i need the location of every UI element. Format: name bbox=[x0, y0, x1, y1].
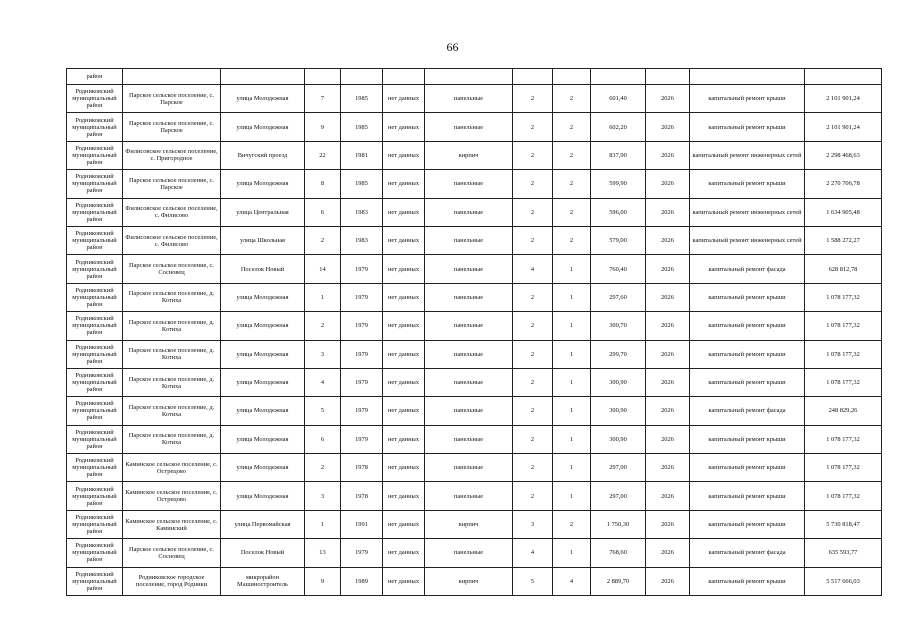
house-number-cell: 7 bbox=[305, 85, 341, 113]
floor-type-cell: панельные bbox=[425, 226, 513, 254]
year-built-cell: 1985 bbox=[341, 170, 383, 198]
street-cell: улица Молодежная bbox=[221, 312, 305, 340]
cost-cell: 5 730 818,47 bbox=[805, 510, 882, 538]
street-cell: Вичугский проезд bbox=[221, 141, 305, 169]
area-cell: 601,40 bbox=[591, 85, 646, 113]
cost-cell: 1 078 177,32 bbox=[805, 283, 882, 311]
settlement-cell: Парское сельское поселение, с. Парское bbox=[123, 170, 221, 198]
floor-type-cell: панельные bbox=[425, 85, 513, 113]
table-row bbox=[67, 226, 882, 254]
floors-count-cell: 2 bbox=[513, 226, 553, 254]
district-cell: Родниковский муниципальный район bbox=[67, 170, 123, 198]
planned-year-cell: 2026 bbox=[646, 539, 690, 567]
house-number-cell: 1 bbox=[305, 510, 341, 538]
district-cell: Родниковский муниципальный район bbox=[67, 141, 123, 169]
year-built-cell: 1983 bbox=[341, 198, 383, 226]
entrances-count-cell: 1 bbox=[553, 425, 591, 453]
wall-material-cell: нет данных bbox=[383, 113, 425, 141]
planned-year-cell: 2026 bbox=[646, 113, 690, 141]
settlement-cell: Парское сельское поселение, с. Парское bbox=[123, 85, 221, 113]
street-cell: улица Школьная bbox=[221, 226, 305, 254]
floor-type-cell: панельные bbox=[425, 340, 513, 368]
floors-count-cell: 2 bbox=[513, 425, 553, 453]
district-cell: Родниковский муниципальный район bbox=[67, 85, 123, 113]
floors-count-cell: 2 bbox=[513, 368, 553, 396]
district-cell: Родниковский муниципальный район bbox=[67, 283, 123, 311]
street-cell: улица Молодежная bbox=[221, 283, 305, 311]
wall-material-cell: нет данных bbox=[383, 170, 425, 198]
cost-cell: 1 634 905,48 bbox=[805, 198, 882, 226]
wall-material-cell: нет данных bbox=[383, 255, 425, 283]
district-cell: Родниковский муниципальный район bbox=[67, 454, 123, 482]
district-cell: Родниковский муниципальный район bbox=[67, 482, 123, 510]
house-number-cell: 8 bbox=[305, 170, 341, 198]
floor-type-cell: панельные bbox=[425, 170, 513, 198]
floors-count-cell: 4 bbox=[513, 539, 553, 567]
wall-material-cell: нет данных bbox=[383, 283, 425, 311]
floor-type-cell: кирпич bbox=[425, 567, 513, 595]
planned-year-cell: 2026 bbox=[646, 425, 690, 453]
work-type-cell: капитальный ремонт фасада bbox=[690, 255, 805, 283]
work-type-cell: капитальный ремонт фасада bbox=[690, 397, 805, 425]
area-cell: 297,00 bbox=[591, 454, 646, 482]
settlement-cell: Филисовское сельское поселение, с. Филисово bbox=[123, 226, 221, 254]
cost-cell: 1 078 177,32 bbox=[805, 312, 882, 340]
table-row bbox=[67, 255, 882, 283]
table-row bbox=[67, 454, 882, 482]
area-cell: 1 750,30 bbox=[591, 510, 646, 538]
floor-type-cell: кирпич bbox=[425, 141, 513, 169]
cost-cell: 5 517 666,03 bbox=[805, 567, 882, 595]
table-row bbox=[67, 283, 882, 311]
work-type-cell: капитальный ремонт крыши bbox=[690, 510, 805, 538]
wall-material-cell: нет данных bbox=[383, 510, 425, 538]
work-type-cell: капитальный ремонт фасада bbox=[690, 539, 805, 567]
street-cell: улица Центральная bbox=[221, 198, 305, 226]
house-number-cell: 5 bbox=[305, 397, 341, 425]
planned-year-cell: 2026 bbox=[646, 255, 690, 283]
entrances-count-cell: 2 bbox=[553, 510, 591, 538]
district-cell: Родниковский муниципальный район bbox=[67, 113, 123, 141]
area-cell: 300,90 bbox=[591, 397, 646, 425]
year-built-cell: 1979 bbox=[341, 368, 383, 396]
street-cell: улица Молодежная bbox=[221, 397, 305, 425]
house-number-cell: 4 bbox=[305, 368, 341, 396]
table-row bbox=[67, 198, 882, 226]
work-type-cell: капитальный ремонт крыши bbox=[690, 340, 805, 368]
area-cell: 760,40 bbox=[591, 255, 646, 283]
cost-cell: 1 078 177,32 bbox=[805, 368, 882, 396]
wall-material-cell: нет данных bbox=[383, 454, 425, 482]
house-number-cell: 3 bbox=[305, 482, 341, 510]
year-built-cell: 1979 bbox=[341, 283, 383, 311]
floors-count-cell: 2 bbox=[513, 397, 553, 425]
floors-count-cell: 2 bbox=[513, 170, 553, 198]
area-cell: 579,00 bbox=[591, 226, 646, 254]
table-row bbox=[67, 113, 882, 141]
table-row bbox=[67, 141, 882, 169]
table-row bbox=[67, 425, 882, 453]
year-built-cell: 1979 bbox=[341, 255, 383, 283]
area-cell: 602,20 bbox=[591, 113, 646, 141]
entrances-count-cell: 1 bbox=[553, 482, 591, 510]
table-row bbox=[67, 510, 882, 538]
cost-cell: 2 101 901,24 bbox=[805, 113, 882, 141]
floors-count-cell: 2 bbox=[513, 482, 553, 510]
wall-material-cell: нет данных bbox=[383, 567, 425, 595]
cost-cell: 2 298 468,63 bbox=[805, 141, 882, 169]
district-cell: район bbox=[67, 69, 123, 85]
entrances-count-cell: 1 bbox=[553, 454, 591, 482]
settlement-cell: Парское сельское поселение, д. Котиха bbox=[123, 368, 221, 396]
street-cell: Поселок Новый bbox=[221, 255, 305, 283]
year-built-cell: 1981 bbox=[341, 141, 383, 169]
floors-count-cell: 2 bbox=[513, 312, 553, 340]
settlement-cell: Парское сельское поселение, д. Котиха bbox=[123, 340, 221, 368]
work-type-cell: капитальный ремонт крыши bbox=[690, 368, 805, 396]
year-built-cell: 1979 bbox=[341, 397, 383, 425]
entrances-count-cell: 1 bbox=[553, 397, 591, 425]
floors-count-cell: 2 bbox=[513, 85, 553, 113]
area-cell: 300,90 bbox=[591, 425, 646, 453]
wall-material-cell: нет данных bbox=[383, 368, 425, 396]
entrances-count-cell: 4 bbox=[553, 567, 591, 595]
table-row bbox=[67, 85, 882, 113]
wall-material-cell: нет данных bbox=[383, 425, 425, 453]
year-built-cell: 1978 bbox=[341, 482, 383, 510]
floor-type-cell: панельные bbox=[425, 283, 513, 311]
street-cell: Поселок Новый bbox=[221, 539, 305, 567]
area-cell: 768,60 bbox=[591, 539, 646, 567]
table-row bbox=[67, 539, 882, 567]
floor-type-cell: панельные bbox=[425, 312, 513, 340]
work-type-cell: капитальный ремонт крыши bbox=[690, 454, 805, 482]
floors-count-cell: 2 bbox=[513, 113, 553, 141]
entrances-count-cell: 2 bbox=[553, 226, 591, 254]
floors-count-cell: 2 bbox=[513, 198, 553, 226]
street-cell: улица Молодежная bbox=[221, 425, 305, 453]
wall-material-cell: нет данных bbox=[383, 85, 425, 113]
cost-cell: 1 078 177,32 bbox=[805, 425, 882, 453]
area-cell: 300,70 bbox=[591, 312, 646, 340]
settlement-cell: Филисовское сельское поселение, с. Филисово bbox=[123, 198, 221, 226]
cost-cell: 1 078 177,32 bbox=[805, 482, 882, 510]
district-cell: Родниковский муниципальный район bbox=[67, 255, 123, 283]
capital-repair-table bbox=[66, 68, 882, 596]
year-built-cell: 1979 bbox=[341, 312, 383, 340]
floors-count-cell: 3 bbox=[513, 510, 553, 538]
floor-type-cell: панельные bbox=[425, 113, 513, 141]
cost-cell: 2 270 706,78 bbox=[805, 170, 882, 198]
planned-year-cell: 2026 bbox=[646, 198, 690, 226]
house-number-cell: 2 bbox=[305, 312, 341, 340]
floor-type-cell: панельные bbox=[425, 255, 513, 283]
work-type-cell: капитальный ремонт инженерных сетей bbox=[690, 198, 805, 226]
work-type-cell: капитальный ремонт крыши bbox=[690, 170, 805, 198]
floor-type-cell: панельные bbox=[425, 482, 513, 510]
area-cell: 297,00 bbox=[591, 482, 646, 510]
floors-count-cell: 5 bbox=[513, 567, 553, 595]
floor-type-cell: кирпич bbox=[425, 510, 513, 538]
settlement-cell: Парское сельское поселение, д. Котиха bbox=[123, 312, 221, 340]
street-cell: улица Молодежная bbox=[221, 482, 305, 510]
entrances-count-cell: 2 bbox=[553, 113, 591, 141]
street-cell: улица Первомайская bbox=[221, 510, 305, 538]
work-type-cell: капитальный ремонт крыши bbox=[690, 85, 805, 113]
planned-year-cell: 2026 bbox=[646, 454, 690, 482]
settlement-cell: Парское сельское поселение, с. Сосновец bbox=[123, 255, 221, 283]
planned-year-cell: 2026 bbox=[646, 368, 690, 396]
entrances-count-cell: 2 bbox=[553, 198, 591, 226]
planned-year-cell: 2026 bbox=[646, 510, 690, 538]
house-number-cell: 2 bbox=[305, 226, 341, 254]
house-number-cell: 6 bbox=[305, 198, 341, 226]
settlement-cell: Каминское сельское поселение, с. Острецово bbox=[123, 482, 221, 510]
planned-year-cell: 2026 bbox=[646, 397, 690, 425]
planned-year-cell: 2026 bbox=[646, 340, 690, 368]
year-built-cell: 1983 bbox=[341, 226, 383, 254]
settlement-cell: Родниковское городское поселение, город Родники bbox=[123, 567, 221, 595]
floors-count-cell: 2 bbox=[513, 141, 553, 169]
cost-cell: 1 078 177,32 bbox=[805, 340, 882, 368]
cost-cell: 248 829,26 bbox=[805, 397, 882, 425]
wall-material-cell: нет данных bbox=[383, 340, 425, 368]
entrances-count-cell: 2 bbox=[553, 85, 591, 113]
year-built-cell: 1979 bbox=[341, 340, 383, 368]
cost-cell: 1 588 272,27 bbox=[805, 226, 882, 254]
year-built-cell: 1991 bbox=[341, 510, 383, 538]
floors-count-cell: 2 bbox=[513, 283, 553, 311]
planned-year-cell: 2026 bbox=[646, 482, 690, 510]
settlement-cell: Каминское сельское поселение, с. Острецово bbox=[123, 454, 221, 482]
district-cell: Родниковский муниципальный район bbox=[67, 567, 123, 595]
district-cell: Родниковский муниципальный район bbox=[67, 368, 123, 396]
house-number-cell: 9 bbox=[305, 567, 341, 595]
house-number-cell: 6 bbox=[305, 425, 341, 453]
floor-type-cell: панельные bbox=[425, 425, 513, 453]
house-number-cell: 3 bbox=[305, 340, 341, 368]
street-cell: микрорайон Машиностроитель bbox=[221, 567, 305, 595]
entrances-count-cell: 1 bbox=[553, 539, 591, 567]
district-cell: Родниковский муниципальный район bbox=[67, 340, 123, 368]
settlement-cell: Парское сельское поселение, д. Котиха bbox=[123, 425, 221, 453]
cost-cell: 1 078 177,32 bbox=[805, 454, 882, 482]
district-cell: Родниковский муниципальный район bbox=[67, 312, 123, 340]
table-row bbox=[67, 170, 882, 198]
year-built-cell: 1989 bbox=[341, 567, 383, 595]
year-built-cell: 1979 bbox=[341, 425, 383, 453]
year-built-cell: 1985 bbox=[341, 113, 383, 141]
page-number: 66 bbox=[446, 40, 459, 54]
table-row bbox=[67, 397, 882, 425]
cost-cell: 635 593,77 bbox=[805, 539, 882, 567]
street-cell: улица Молодежная bbox=[221, 113, 305, 141]
floor-type-cell: панельные bbox=[425, 539, 513, 567]
entrances-count-cell: 2 bbox=[553, 141, 591, 169]
floors-count-cell: 2 bbox=[513, 340, 553, 368]
area-cell: 299,70 bbox=[591, 340, 646, 368]
entrances-count-cell: 2 bbox=[553, 170, 591, 198]
district-cell: Родниковский муниципальный район bbox=[67, 226, 123, 254]
street-cell: улица Молодежная bbox=[221, 368, 305, 396]
work-type-cell: капитальный ремонт крыши bbox=[690, 425, 805, 453]
entrances-count-cell: 1 bbox=[553, 255, 591, 283]
wall-material-cell: нет данных bbox=[383, 226, 425, 254]
house-number-cell: 22 bbox=[305, 141, 341, 169]
work-type-cell: капитальный ремонт крыши bbox=[690, 312, 805, 340]
house-number-cell: 13 bbox=[305, 539, 341, 567]
cost-cell: 2 101 901,24 bbox=[805, 85, 882, 113]
settlement-cell: Парское сельское поселение, д. Котиха bbox=[123, 397, 221, 425]
table-row bbox=[67, 368, 882, 396]
area-cell: 300,90 bbox=[591, 368, 646, 396]
planned-year-cell: 2026 bbox=[646, 141, 690, 169]
work-type-cell: капитальный ремонт крыши bbox=[690, 283, 805, 311]
work-type-cell: капитальный ремонт крыши bbox=[690, 113, 805, 141]
wall-material-cell: нет данных bbox=[383, 141, 425, 169]
planned-year-cell: 2026 bbox=[646, 567, 690, 595]
floor-type-cell: панельные bbox=[425, 454, 513, 482]
work-type-cell: капитальный ремонт крыши bbox=[690, 567, 805, 595]
area-cell: 837,90 bbox=[591, 141, 646, 169]
street-cell: улица Молодежная bbox=[221, 170, 305, 198]
work-type-cell: капитальный ремонт крыши bbox=[690, 482, 805, 510]
floor-type-cell: панельные bbox=[425, 198, 513, 226]
work-type-cell: капитальный ремонт инженерных сетей bbox=[690, 226, 805, 254]
year-built-cell: 1985 bbox=[341, 85, 383, 113]
area-cell: 2 889,70 bbox=[591, 567, 646, 595]
year-built-cell: 1978 bbox=[341, 454, 383, 482]
street-cell: улица Молодежная bbox=[221, 454, 305, 482]
planned-year-cell: 2026 bbox=[646, 170, 690, 198]
cost-cell: 628 812,78 bbox=[805, 255, 882, 283]
table-row bbox=[67, 567, 882, 595]
district-cell: Родниковский муниципальный район bbox=[67, 397, 123, 425]
continued-row bbox=[67, 69, 882, 85]
work-type-cell: капитальный ремонт инженерных сетей bbox=[690, 141, 805, 169]
table-row bbox=[67, 340, 882, 368]
wall-material-cell: нет данных bbox=[383, 539, 425, 567]
house-number-cell: 14 bbox=[305, 255, 341, 283]
area-cell: 596,00 bbox=[591, 198, 646, 226]
floor-type-cell: панельные bbox=[425, 368, 513, 396]
planned-year-cell: 2026 bbox=[646, 85, 690, 113]
planned-year-cell: 2026 bbox=[646, 312, 690, 340]
settlement-cell: Филисовское сельское поселение, с. Пригородное bbox=[123, 141, 221, 169]
floors-count-cell: 2 bbox=[513, 454, 553, 482]
house-number-cell: 9 bbox=[305, 113, 341, 141]
floor-type-cell: панельные bbox=[425, 397, 513, 425]
entrances-count-cell: 1 bbox=[553, 283, 591, 311]
district-cell: Родниковский муниципальный район bbox=[67, 425, 123, 453]
entrances-count-cell: 1 bbox=[553, 368, 591, 396]
street-cell: улица Молодежная bbox=[221, 85, 305, 113]
table-row bbox=[67, 312, 882, 340]
wall-material-cell: нет данных bbox=[383, 397, 425, 425]
district-cell: Родниковский муниципальный район bbox=[67, 539, 123, 567]
house-number-cell: 1 bbox=[305, 283, 341, 311]
settlement-cell: Каминское сельское поселение, с. Каминский bbox=[123, 510, 221, 538]
planned-year-cell: 2026 bbox=[646, 226, 690, 254]
house-number-cell: 2 bbox=[305, 454, 341, 482]
settlement-cell: Парское сельское поселение, с. Парское bbox=[123, 113, 221, 141]
floors-count-cell: 4 bbox=[513, 255, 553, 283]
year-built-cell: 1979 bbox=[341, 539, 383, 567]
wall-material-cell: нет данных bbox=[383, 482, 425, 510]
district-cell: Родниковский муниципальный район bbox=[67, 198, 123, 226]
table-row bbox=[67, 482, 882, 510]
street-cell: улица Молодежная bbox=[221, 340, 305, 368]
wall-material-cell: нет данных bbox=[383, 198, 425, 226]
district-cell: Родниковский муниципальный район bbox=[67, 510, 123, 538]
area-cell: 599,90 bbox=[591, 170, 646, 198]
planned-year-cell: 2026 bbox=[646, 283, 690, 311]
entrances-count-cell: 1 bbox=[553, 340, 591, 368]
settlement-cell: Парское сельское поселение, д. Котиха bbox=[123, 283, 221, 311]
entrances-count-cell: 1 bbox=[553, 312, 591, 340]
settlement-cell: Парское сельское поселение, с. Сосновец bbox=[123, 539, 221, 567]
area-cell: 297,60 bbox=[591, 283, 646, 311]
wall-material-cell: нет данных bbox=[383, 312, 425, 340]
